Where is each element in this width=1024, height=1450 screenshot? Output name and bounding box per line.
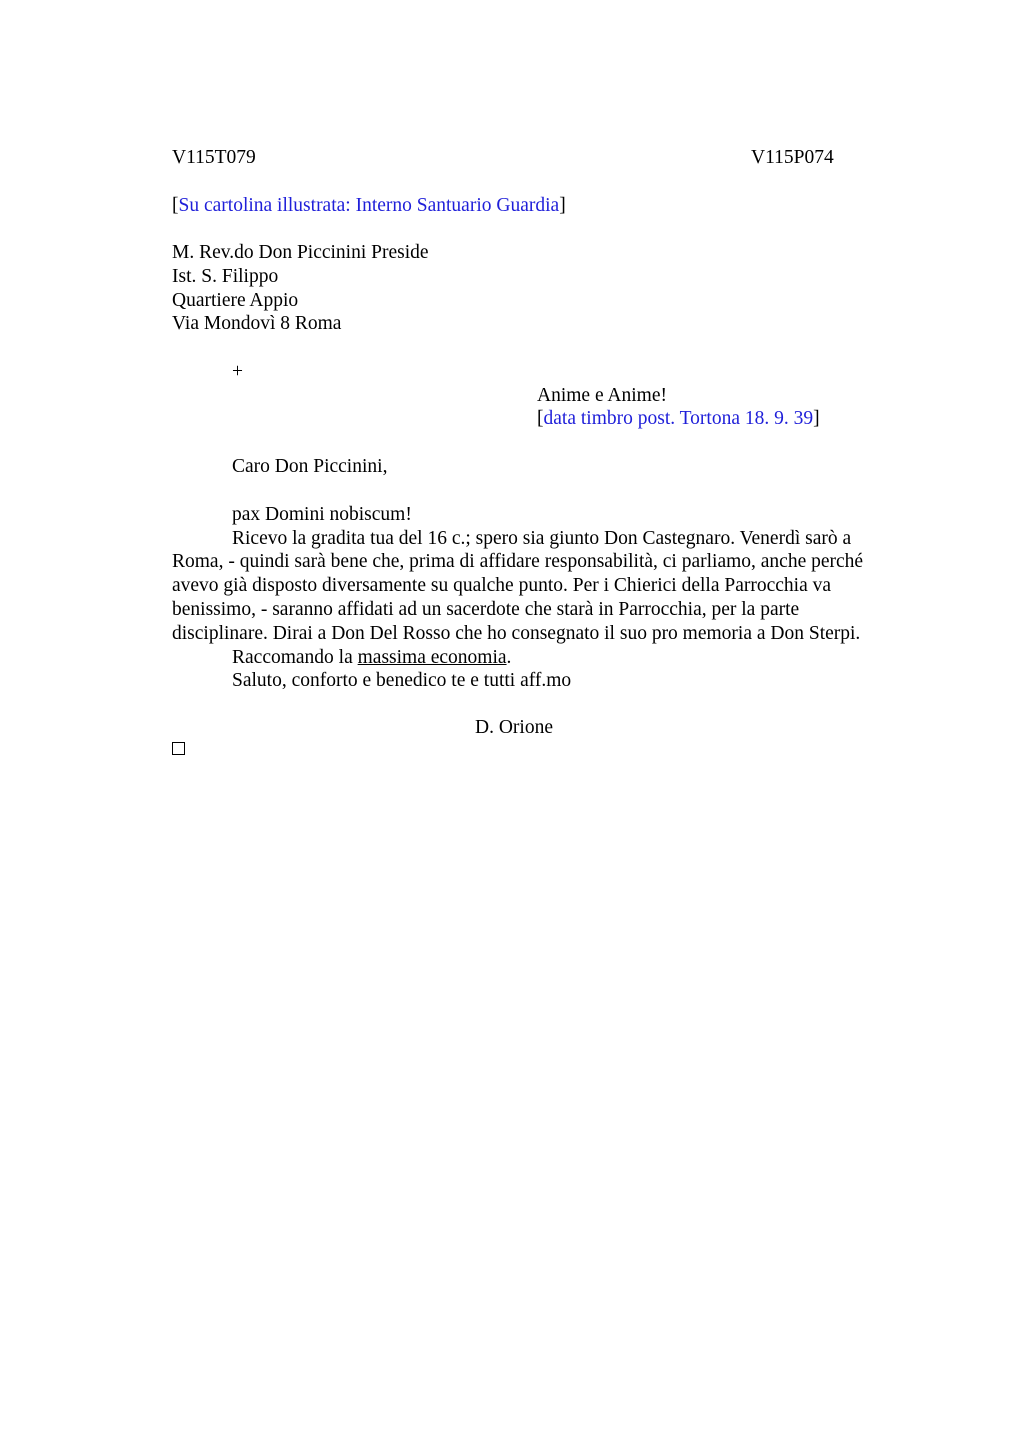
signature: D. Orione [475,717,553,738]
end-marker-box-icon [172,742,185,755]
greeting: pax Domini nobiscum! [232,504,412,525]
document-code-left: V115T079 [172,147,256,168]
body-line-5: disciplinare. Dirai a Don Del Rosso che ho consegnato il suo pro memoria a Don Sterpi. [172,623,861,644]
closing-line: Saluto, conforto e benedico te e tutti aff.mo [232,670,572,691]
body-line-3: avevo già disposto diversamente su qualche punto. Per i Chierici della Parrocchia va [172,575,832,596]
salutation: Caro Don Piccinini, [232,456,388,477]
address-line-1: M. Rev.do Don Piccinini Preside [172,242,429,263]
address-line-4: Via Mondovì 8 Roma [172,313,342,334]
date-open-bracket: [ [537,408,544,429]
note-open-bracket: [ [172,195,179,216]
postcard-note [172,194,566,218]
body-line-2: Roma, - quindi sarà bene che, prima di affidare responsabilità, ci parliamo, anche perché [172,551,864,572]
cross-symbol: + [232,361,243,382]
note-close-bracket: ] [559,195,566,216]
date-note-text: data timbro post. Tortona 18. 9. 39 [543,408,814,429]
note-text: Su cartolina illustrata: Interno Santuario Guardia [178,195,560,216]
recommendation-line [232,646,511,670]
recommendation-suffix: . [506,647,512,668]
address-line-2: Ist. S. Filippo [172,266,279,287]
body-line-4: benissimo, - saranno affidati ad un sacerdote che starà in Parrocchia, per la parte [172,599,800,620]
motto: Anime e Anime! [537,385,667,406]
date-note [537,407,820,431]
body-line-1: Ricevo la gradita tua del 16 c.; spero sia giunto Don Castegnaro. Venerdì sarò a [232,528,852,549]
document-code-right: V115P074 [751,147,834,168]
address-line-3: Quartiere Appio [172,290,299,311]
date-close-bracket: ] [813,408,820,429]
recommendation-emphasis: massima economia [357,647,507,668]
recommendation-prefix: Raccomando la [232,647,358,668]
